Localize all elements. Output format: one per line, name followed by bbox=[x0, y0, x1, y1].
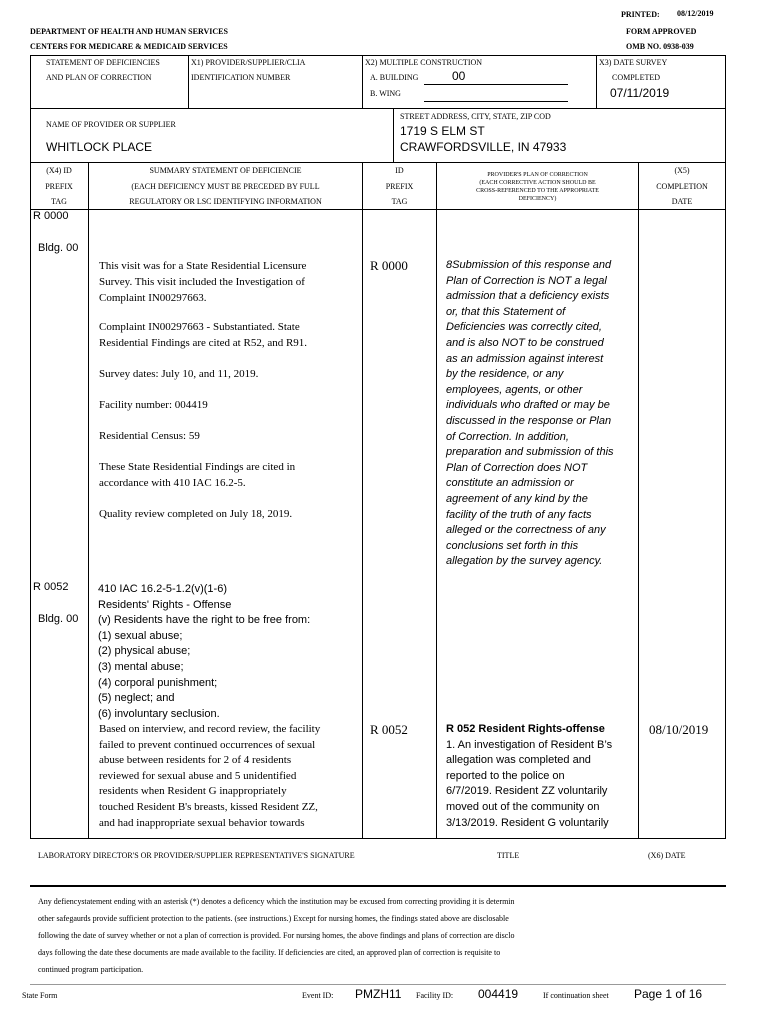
x6-date-label: (X6) DATE bbox=[648, 851, 686, 860]
provider-name-label: NAME OF PROVIDER OR SUPPLIER bbox=[46, 120, 176, 129]
address-line2: CRAWFORDSVILLE, IN 47933 bbox=[400, 140, 567, 154]
summary-paragraph-1: This visit was for a State Residential Licensure Survey. This visit included the Investigation of Complaint IN00297663. bbox=[99, 260, 307, 304]
plan-r0052-text: R 052 Resident Rights-offense 1. An investigation of Resident B’s allegation was completed and reported to the police on 6/7/2019. Resident ZZ voluntarily moved out of the community on 3/13/2019. Resident G voluntarily bbox=[446, 723, 613, 829]
x4-id-label: (X4) ID bbox=[46, 166, 72, 175]
survey-completed-date: 07/11/2019 bbox=[610, 86, 670, 100]
date-label: DATE bbox=[671, 197, 693, 206]
summary-paragraph-6: These State Residential Findings are cited in accordance with 410 IAC 16.2-5. bbox=[99, 461, 296, 489]
plan-header-2: (EACH CORRECTIVE ACTION SHOULD BE bbox=[479, 180, 596, 186]
tag-r0000: R 0000 bbox=[33, 210, 69, 222]
printed-date: 08/12/2019 bbox=[677, 9, 714, 18]
summary-header-3: REGULATORY OR LSC IDENTIFYING INFORMATION bbox=[129, 197, 322, 206]
disclaimer-line-1: Any defiencystatement ending with an asterisk (*) denotes a deficency which the institution may be excused from correcting providing it is determin bbox=[38, 897, 515, 906]
multiple-construction-label: X2) MULTIPLE CONSTRUCTION bbox=[365, 58, 483, 67]
residential-census: Residential Census: 59 bbox=[99, 430, 200, 442]
provider-name: WHITLOCK PLACE bbox=[46, 140, 153, 154]
provider-clia-label: X1) PROVIDER/SUPPLIER/CLIA bbox=[191, 58, 306, 67]
department-title: DEPARTMENT OF HEALTH AND HUMAN SERVICES bbox=[30, 27, 228, 36]
printed-label: PRINTED: bbox=[621, 10, 660, 19]
plan-header-1: PROVIDER'S PLAN OF CORRECTION bbox=[487, 172, 588, 178]
page-number: Page 1 of 16 bbox=[634, 987, 703, 1001]
id-prefix-label: PREFIX bbox=[385, 182, 414, 191]
id-tag-label: TAG bbox=[391, 197, 408, 206]
summary-header-1: SUMMARY STATEMENT OF DEFICIENCIE bbox=[149, 166, 302, 175]
event-id-label: Event ID: bbox=[302, 991, 334, 1000]
completion-date-r0052: 08/10/2019 bbox=[649, 722, 709, 737]
title-label: TITLE bbox=[497, 851, 520, 860]
disclaimer-line-3: following the date of survey whether or not a plan of correction is provided. For nursing homes, the above findings and plans of correction are disclo bbox=[38, 931, 515, 940]
plan-r0000-text: 8Submission of this response and Plan of Correction is NOT a legal admission that a deficiency exists or, that this Statement of Deficiencies was correctly cited, and is also NOT to be construed as an admission against interest by the residence, or any employees, agents, or other individuals who drafted or may be discussed in the response or Plan of Correction. In addition, preparation and submission of this Plan of Correction does NOT constitute an admission or agreement of any kind by the facility of the truth of any facts alleged or the correctness of any conclusions set forth in this allegation by the survey agency. bbox=[446, 259, 614, 568]
findings-r0052: Based on interview, and record review, the facility failed to prevent continued occurrences of sexual abuse between residents for 2 of 4 residents reviewed for sexual abuse and 5 unidentified residents when Resident G inappropriately touched Resident B's breasts, kissed Resident ZZ, and had inappropriate sexual behavior towards bbox=[99, 723, 321, 829]
facility-number: Facility number: 004419 bbox=[99, 399, 208, 411]
plan-header-3: CROSS-REFERENCED TO THE APPROPRIATE bbox=[476, 188, 599, 194]
identification-label: IDENTIFICATION NUMBER bbox=[191, 73, 291, 82]
completion-label: COMPLETION bbox=[656, 182, 708, 191]
x4-prefix-label: PREFIX bbox=[45, 182, 73, 191]
wing-label: B. WING bbox=[370, 89, 401, 98]
event-id: PMZH11 bbox=[355, 987, 402, 1001]
x4-tag-label: TAG bbox=[51, 197, 67, 206]
completed-label: COMPLETED bbox=[612, 73, 660, 82]
building-value: 00 bbox=[452, 69, 466, 83]
plan-label: AND PLAN OF CORRECTION bbox=[46, 73, 152, 82]
omb-number: OMB NO. 0938-039 bbox=[626, 42, 694, 51]
bldg-r0052: Bldg. 00 bbox=[38, 613, 79, 625]
summary-header-2: (EACH DEFICIENCY MUST BE PRECEDED BY FULL bbox=[131, 182, 320, 191]
x5-label: (X5) bbox=[674, 166, 690, 175]
date-survey-label: X3) DATE SURVEY bbox=[599, 58, 668, 67]
address-label: STREET ADDRESS, CITY, STATE, ZIP COD bbox=[400, 112, 551, 121]
building-label: A. BUILDING bbox=[370, 73, 419, 82]
tag-r0052: R 0052 bbox=[33, 581, 69, 593]
summary-paragraph-2: Complaint IN00297663 - Substantiated. State Residential Findings are cited at R52, and R91. bbox=[99, 321, 308, 349]
facility-id: 004419 bbox=[478, 987, 519, 1001]
id-tag-r0052: R 0052 bbox=[370, 722, 408, 737]
plan-r0052-title: R 052 Resident Rights-offense bbox=[446, 723, 605, 735]
signature-label: LABORATORY DIRECTOR'S OR PROVIDER/SUPPLIER REPRESENTATIVE'S SIGNATURE bbox=[38, 851, 355, 860]
state-form-label: State Form bbox=[22, 991, 58, 1000]
centers-title: CENTERS FOR MEDICARE & MEDICAID SERVICES bbox=[30, 42, 228, 51]
plan-header-4: DEFICIENCY) bbox=[518, 196, 557, 202]
form-approved: FORM APPROVED bbox=[626, 27, 697, 36]
rule-r0052: 410 IAC 16.2-5-1.2(v)(1-6) Residents' Rights - Offense (v) Residents have the right to be free from: (1) sexual abuse; (2) physical abuse; (3) mental abuse; (4) corporal punishment; (5) neglect; and (6) involuntary seclusion. bbox=[98, 583, 311, 720]
continuation-label: If continuation sheet bbox=[543, 991, 609, 1000]
disclaimer-line-4: days following the date these documents are made available to the facility. If deficiencies are cited, an approved plan of correction is requisite to bbox=[38, 948, 501, 957]
id-tag-r0000: R 0000 bbox=[370, 258, 408, 273]
disclaimer-line-2: other safegaurds provide sufficient protection to the patients. (see instructions.) Except for nursing homes, the findings stated above are disclosable bbox=[38, 914, 509, 923]
id-label: ID bbox=[395, 166, 404, 175]
address-line1: 1719 S ELM ST bbox=[400, 124, 485, 138]
facility-id-label: Facility ID: bbox=[416, 991, 454, 1000]
survey-dates: Survey dates: July 10, and 11, 2019. bbox=[99, 368, 259, 380]
bldg-r0000: Bldg. 00 bbox=[38, 242, 79, 254]
quality-review: Quality review completed on July 18, 2019. bbox=[99, 508, 293, 520]
disclaimer-line-5: continued program participation. bbox=[38, 965, 144, 974]
statement-label: STATEMENT OF DEFICIENCIES bbox=[46, 58, 160, 67]
